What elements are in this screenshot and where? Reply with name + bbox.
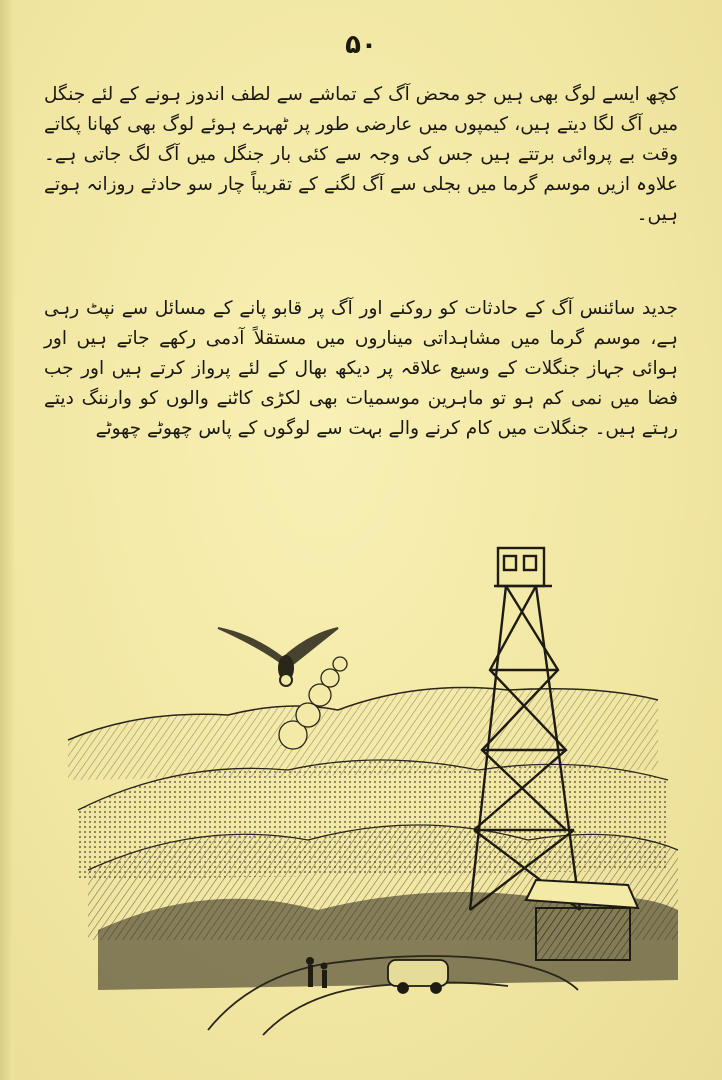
paragraph-1: کچھ ایسے لوگ بھی ہیں جو محض آگ کے تماشے سے لطف اندوز ہونے کے لئے جنگل میں آگ لگا دیتے ہیں، کیمپوں میں عارضی طور پر ٹھہرے ہوئے لوگ بھی کھانا پکاتے وقت بے پروائی برتتے ہیں جس کی وجہ سے کئی بار جنگل میں آگ لگ جاتی ہے۔ علاوہ ازیں موسم گرما میں بجلی سے آگ لگنے کے تقریباً چار سو حادثے روزانہ ہوتے ہیں۔ [44,84,678,225]
paragraph-2: جدید سائنس آگ کے حادثات کو روکنے اور آگ پر قابو پانے کے مسائل سے نپٹ رہی ہے، موسم گرما میں مشاہداتی میناروں میں مستقلاً آدمی رکھے جاتے ہیں اور ہوائی جہاز جنگلات کے وسیع علاقہ پر دیکھ بھال کے لئے پرواز کرتے ہیں اور جب فضا میں نمی کم ہو تو ماہرین موسمیات بھی لکڑی کاٹنے والوں کو وارننگ دیتے رہتے ہیں۔ جنگلات میں کام کرنے والے بہت سے لوگوں کے پاس چھوٹے چھوٹے [44,298,678,439]
cabin [526,880,638,960]
flying-bird [218,628,338,686]
forest-fire-lookout-illustration [58,540,688,1040]
page-number: ۵۰ [345,30,377,60]
parked-car [388,960,448,993]
page-binding-edge [0,0,14,1080]
